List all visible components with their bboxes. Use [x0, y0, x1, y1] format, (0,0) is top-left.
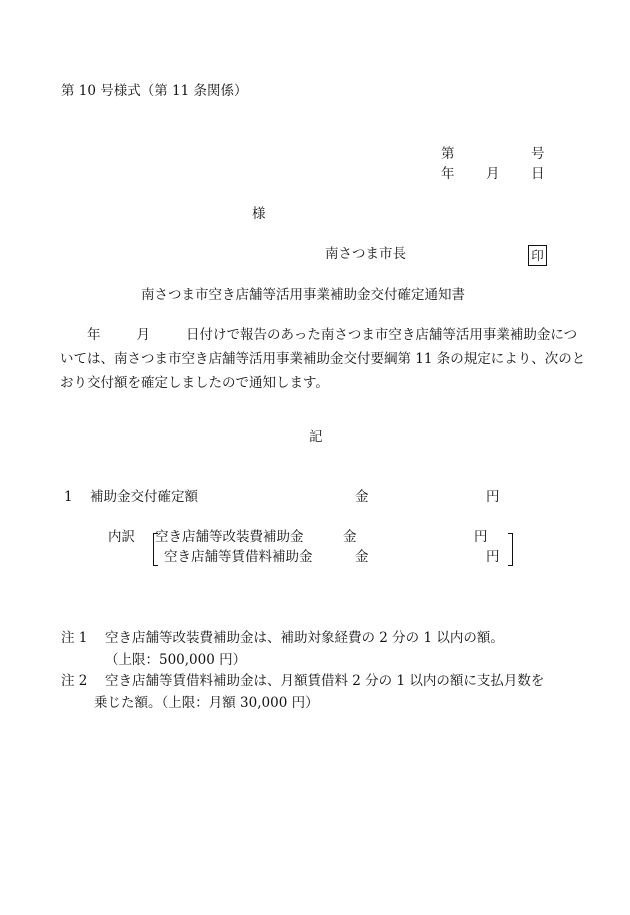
item1-en: 円	[486, 489, 500, 505]
addressee-honorific: 様	[252, 206, 266, 222]
breakdown-bracket-right	[508, 533, 513, 566]
seal-stamp: 印	[528, 245, 547, 266]
body-year-label: 年	[87, 327, 101, 343]
note1-label: 注 1	[61, 630, 88, 646]
breakdown-row1-en: 円	[474, 529, 488, 545]
date-day-label: 日	[531, 166, 545, 182]
item1-number: 1	[64, 489, 73, 505]
body-text: 日付けで報告のあった南さつま市空き店舗等活用事業補助金については、南さつま市空き店舗等活用事業補助金交付要綱第 11 条の規定により、次のとおり交付額を確定しましたので通知します。	[60, 327, 586, 391]
item1-label: 補助金交付確定額	[90, 489, 198, 505]
date-month-label: 月	[486, 166, 500, 182]
doc-number-prefix: 第	[441, 146, 455, 162]
breakdown-row2-en: 円	[486, 549, 500, 565]
ki-heading: 記	[309, 429, 323, 445]
issuer-name: 南さつま市長	[325, 246, 406, 262]
item1-kin: 金	[355, 489, 369, 505]
breakdown-row2-label: 空き店舗等賃借料補助金	[164, 549, 313, 565]
document-title: 南さつま市空き店舗等活用事業補助金交付確定通知書	[141, 287, 465, 303]
body-month-label: 月	[136, 327, 150, 343]
note2-label: 注 2	[61, 673, 88, 689]
note1-text: 空き店舗等改装費補助金は、補助対象経費の 2 分の 1 以内の額。	[105, 630, 504, 646]
doc-number-suffix: 号	[531, 146, 545, 162]
form-number: 第 10 号様式（第 11 条関係）	[61, 83, 248, 99]
body-paragraph	[60, 323, 588, 395]
note1-limit: （上限：500,000 円）	[105, 652, 247, 668]
date-year-label: 年	[441, 166, 455, 182]
breakdown-label: 内訳	[108, 529, 135, 545]
breakdown-row1-kin: 金	[343, 529, 357, 545]
breakdown-row1-label: 空き店舗等改装費補助金	[155, 529, 304, 545]
note2-limit: 乗じた額。（上限：月額 30,000 円）	[94, 695, 319, 711]
note2-text: 空き店舗等賃借料補助金は、月額賃借料 2 分の 1 以内の額に支払月数を	[105, 673, 545, 689]
breakdown-row2-kin: 金	[355, 549, 369, 565]
